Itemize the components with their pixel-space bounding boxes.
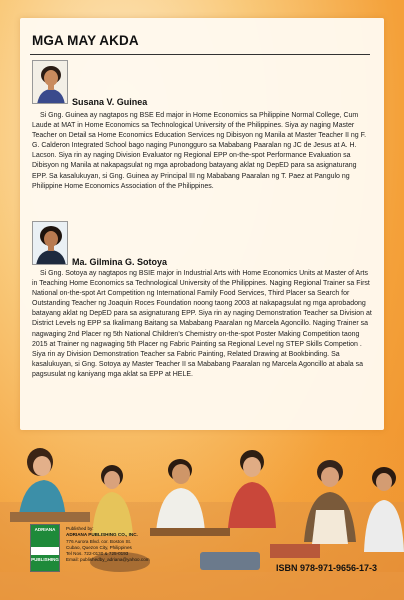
publisher-phone: Tel Nos. 722-0130 & 725-0193 xyxy=(66,551,129,557)
cover-illustration xyxy=(0,432,404,600)
author-name-sotoya: Ma. Gilmina G. Sotoya xyxy=(72,257,168,267)
heading-divider xyxy=(30,54,370,55)
page-title: MGA MAY AKDA xyxy=(32,33,139,48)
publisher-address-line2: Cubao, Quezon City, Philippines xyxy=(66,544,132,550)
publisher-name: ADRIANA PUBLISHING CO., INC. xyxy=(66,532,138,538)
publisher-email: Email: publishedby_adriana@yahoo.com xyxy=(66,557,150,563)
publisher-info xyxy=(66,526,196,564)
isbn-number: ISBN 978-971-9656-17-3 xyxy=(276,563,378,573)
publisher-address-line1: 776 Aurora Blvd. cor. Boston St. xyxy=(66,538,132,544)
author-photo-sotoya xyxy=(32,221,68,265)
logo-top-text: ADRIANA xyxy=(31,525,59,547)
logo-bottom-text: PUBLISHING xyxy=(31,555,59,571)
published-by-label: Published by: xyxy=(66,526,94,531)
author-bio-guinea: Si Gng. Guinea ay nagtapos ng BSE Ed major in Home Economics sa Philippine Normal College, Cum Laude at MAT in Home Economics sa Technological University of the Philippines. Siya ay naging Master Teacher on Detail sa Home Economics Education Services ng Dibisyon ng Manila at Master Teacher II ng F. G. Calderon Integrated School bago naging Punongguro sa Mababang Paaralan ng JC de Jesus at A. H. Lacson. Siya rin ay naging Division Evaluator ng Regional EPP on-the-spot Performance Evaluation sa Dibisyon ng Manila at nakapagsulat ng mga aprobadong batayang aklat ng DepED para sa asignaturang EPP. Sa kasalukuyan, si Gng. Guinea ay Principal III ng Mababang Paaralan ng T. Paez at Pangulo ng Philippine Home Economics Association of the Philippines. xyxy=(32,112,367,190)
publisher-block xyxy=(30,524,190,574)
publisher-logo xyxy=(30,524,60,572)
author-photo-guinea xyxy=(32,60,68,104)
author-name-guinea: Susana V. Guinea xyxy=(72,97,148,107)
author-bio-sotoya: Si Gng. Sotoya ay nagtapos ng BSIE major in Industrial Arts with Home Economics Units at Master of Arts in Teaching Home Economics sa Technological University of the Philippines. Naging Regional Trainer sa First National on-the-spot Art Competition ng International Family Food Services, Third Placer sa Search for Outstanding Teacher ng Joaquin Roces Foundation noong taong 2003 at nakapagsulat ng mga aprobadong batayang aklat ng DepED para sa asignaturang EPP. Siya rin ay naging Demonstration Teacher sa Division at District Levels ng EPP sa Ikalimang Baitang sa Mababang Paaralan ng Marcela Agoncillo. Naging Trainer sa nagwaging 2nd Placer ng 5th National Children's Chemistry on-the-spot Poster Making Competition taong 2015 at Trainer ng nagwaging 5th Placer ng Fabric Painting sa Regional Level ng STEP Skills Competion . Siya rin ay Division Demonstration Teacher sa Fabric Painting, Related Drawing at Bookbinding. Sa kasalukuyan, si Gng. Sotoya ay Master Teacher II sa Mababang Paaralan ng Marcela Agoncillo at abala sa pagsusulat ng kaniyang mga aklat sa EPP at HELE. xyxy=(32,270,372,378)
